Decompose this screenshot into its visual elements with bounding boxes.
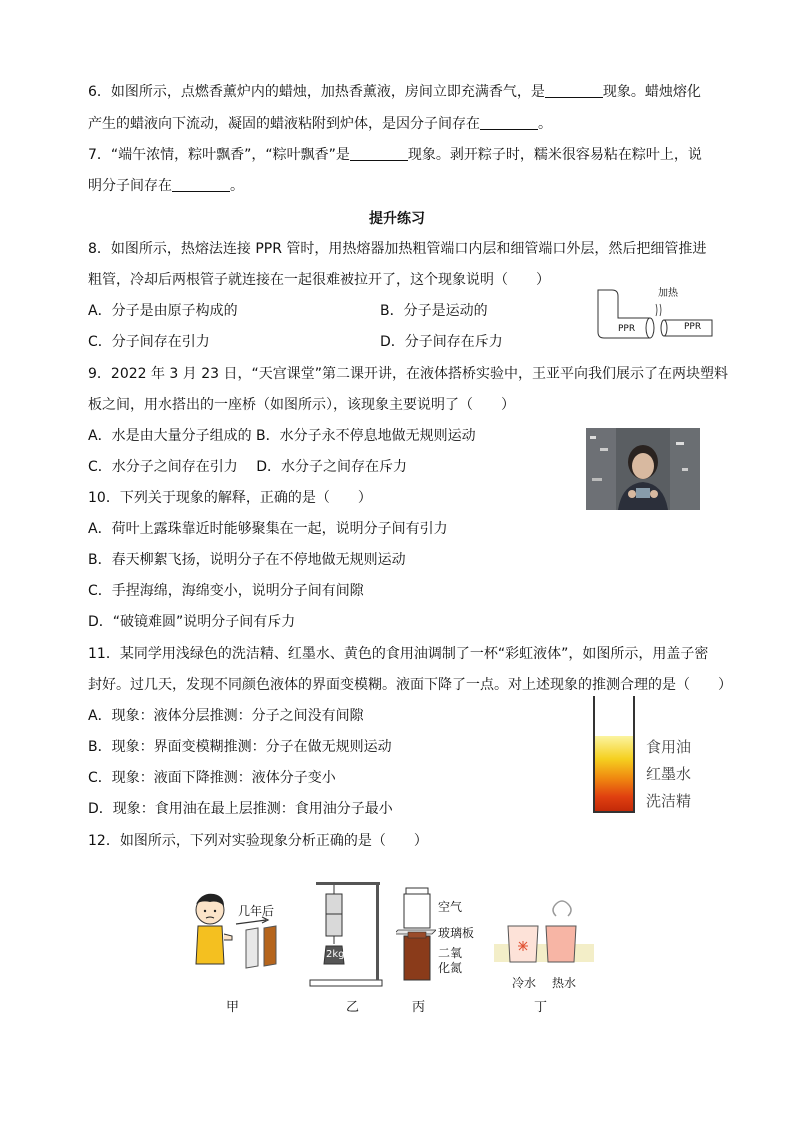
q11-line-1: 11．某同学用浅绿色的洗洁精、红墨水、黄色的食用油调制了一杯“彩虹液体”，如图所示，用盖子密 [88,646,709,662]
q8-line-1: 8．如图所示，热熔法连接 PPR 管时，用热熔器加热粗管端口内层和细管端口外层，然后把细管推进 [88,241,707,257]
figure-bing [396,884,496,984]
no2-label-2: 化氮 [438,961,463,975]
label-yi: 乙 [346,1000,360,1015]
years-later-label: 几年后 [238,904,275,918]
q10-option-b[interactable]: B．春天柳絮飞扬，说明分子在不停地做无规则运动 [88,552,406,568]
q6-line-1 [88,83,701,101]
q12-stem: 12．如图所示，下列对实验现象分析正确的是（ ） [88,833,428,849]
q7-line-2 [88,177,244,195]
label-bing: 丙 [412,1000,426,1015]
gas-diffusion-drawing [396,884,436,984]
ppr-pipe-drawing [592,284,717,344]
q11-line-2: 封好。过几天，发现不同颜色液体的界面变模糊。液面下降了一点。对上述现象的推测合理的是（ ） [88,677,732,693]
figure-ding [494,896,594,990]
weight-label: 2kg [326,949,345,960]
q6-blank-2[interactable] [480,115,538,130]
label-jia: 甲 [226,1000,240,1015]
q6-line-2 [88,115,552,133]
q9-options-cd[interactable]: C．水分子之间存在引力 D．水分子之间存在斥力 [88,459,408,475]
q11-option-b[interactable]: B．现象：界面变模糊推测：分子在做无规则运动 [88,739,392,755]
cold-water-label: 冷水 [512,976,537,990]
q6-text-1b: 现象。蜡烛熔化 [602,84,701,100]
q8-option-c[interactable]: C．分子间存在引力 [88,334,210,350]
q9-line-1: 9．2022 年 3 月 23 日，“天宫课堂”第二课开讲，在液体搭桥实验中，王亚平向我们展示了在两块塑料 [88,366,729,382]
water-beakers-drawing [494,896,594,972]
q10-option-d[interactable]: D．“破镜难圆”说明分子间有斥力 [88,614,296,630]
oil-label: 食用油 [646,738,692,756]
q9-options-ab[interactable]: A．水是由大量分子组成的 B．水分子永不停息地做无规则运动 [88,428,476,444]
air-label: 空气 [438,900,463,914]
q7-line-1 [88,146,702,164]
ink-label: 红墨水 [646,765,692,783]
q6-text-1a: 6．如图所示，点燃香薰炉内的蜡烛，加热香薰液，房间立即充满香气，是 [88,84,545,100]
q11-option-d[interactable]: D．现象：食用油在最上层推测：食用油分子最小 [88,801,393,817]
q7-text-1b: 现象。剥开粽子时，糯米很容易粘在粽叶上，说 [407,147,702,163]
section-title: 提升练习 [369,211,425,227]
q10-stem: 10．下列关于现象的解释，正确的是（ ） [88,490,372,506]
q9-line-2: 板之间，用水搭出的一座桥（如图所示），该现象主要说明了（ ） [88,397,515,413]
ppr-label-1: PPR [618,324,636,334]
heat-label: 加热 [658,288,678,299]
rainbow-liquid-figure [590,696,710,814]
figure-yi [304,870,384,990]
q6-text-2b: 。 [538,116,552,132]
q10-option-a[interactable]: A．荷叶上露珠靠近时能够聚集在一起，说明分子间有引力 [88,521,448,537]
q6-blank-1[interactable] [545,83,603,98]
glass-plate-label: 玻璃板 [438,926,475,940]
ppr-label-2: PPR [684,322,702,332]
q6-text-2a: 产生的蜡液向下流动，凝固的蜡液粘附到炉体，是因分子间存在 [88,116,480,132]
figure-jia [188,890,288,970]
q8-option-d[interactable]: D．分子间存在斥力 [380,334,503,350]
q10-option-c[interactable]: C．手捏海绵，海绵变小，说明分子间有间隙 [88,583,364,599]
hot-water-label: 热水 [552,976,577,990]
q11-option-a[interactable]: A．现象：液体分层推测：分子之间没有间隙 [88,708,364,724]
q7-text-2b: 。 [230,178,244,194]
q8-option-b[interactable]: B．分子是运动的 [380,303,488,319]
detergent-label: 洗洁精 [646,792,692,810]
q7-text-1a: 7．“端午浓情，粽叶飘香”，“粽叶飘香”是 [88,147,350,163]
no2-label-1: 二氧 [438,946,463,960]
q7-blank-1[interactable] [350,146,408,161]
label-ding: 丁 [534,1000,548,1015]
astronaut-image [586,428,700,510]
q8-line-2: 粗管，冷却后两根管子就连接在一起很难被拉开了，这个现象说明（ ） [88,272,550,288]
liquid-cup-drawing [590,696,638,814]
q7-text-2a: 明分子间存在 [88,178,172,194]
ppr-pipe-figure [592,284,717,344]
lead-cylinder-stand-drawing [304,870,384,990]
space-station-photo [586,428,700,510]
q7-blank-2[interactable] [172,177,230,192]
q8-option-a[interactable]: A．分子是由原子构成的 [88,303,238,319]
q11-option-c[interactable]: C．现象：液面下降推测：液体分子变小 [88,770,336,786]
